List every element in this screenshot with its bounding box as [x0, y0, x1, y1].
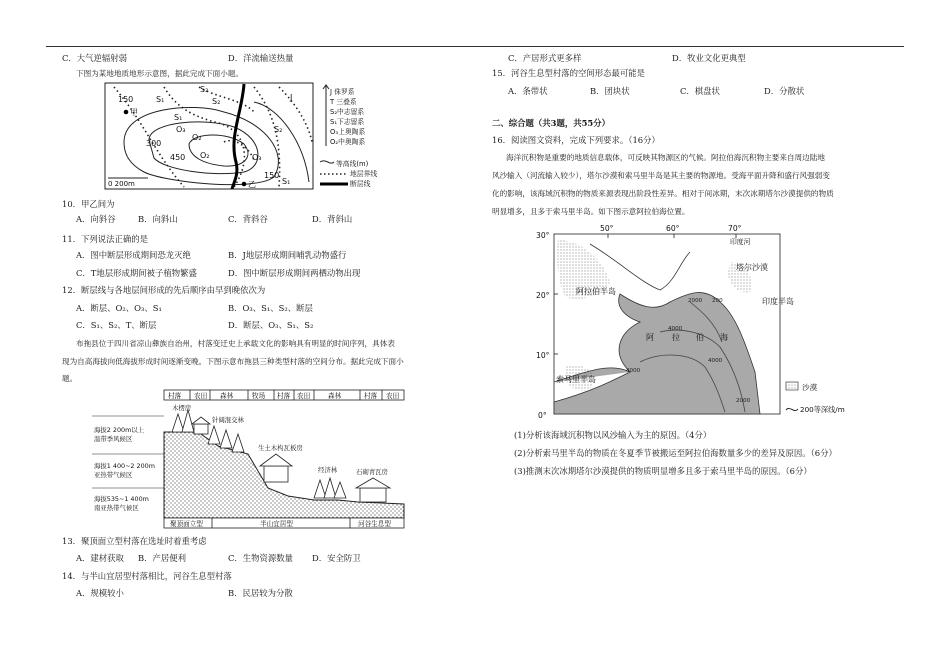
geo-intro: 下图为某地地质地形示意图，据此完成下面小题。: [76, 69, 244, 78]
map-scale: 0 200m: [108, 180, 135, 188]
map-label-s2-b: S₂: [274, 125, 283, 134]
q16-text-4: 明显增多，且多于索马里半岛。如下图示意阿拉伯海位置。: [492, 207, 690, 216]
q15-option-d: D．分散状: [764, 86, 805, 96]
lon-70: 70°: [728, 224, 742, 233]
village-intro-2: 现为自高海拔向低海拔形成时间逐渐变晚。下图示意布拖县三种类型村落的空间分布。据此完成下面小: [62, 357, 404, 366]
lat-0: 0°: [538, 411, 547, 420]
label-stone-house: 石砌青瓦房: [356, 468, 388, 476]
q15-option-c: C．棋盘状: [680, 86, 720, 96]
map-label-o2-b: O₂: [192, 133, 202, 142]
village-diagram: [88, 388, 410, 530]
q12-stem: 12．断层线与各地层间形成的先后顺序由早到晚依次为: [62, 285, 266, 295]
legend-strata-line: 地层界线: [350, 170, 378, 178]
map-label-J: J: [290, 93, 293, 102]
section-heading: 二、综合题（共3题，共55分）: [492, 118, 610, 128]
q13-option-b: B．产居便利: [138, 553, 187, 563]
q16-text-1: 海洋沉积物是重要的地质信息载体，可反映其物源区的气候。阿拉伯海沉积物主要来自周边陆地: [506, 153, 825, 162]
label-somali-peninsula: 索马里半岛: [556, 375, 596, 384]
map-label-s1-b: S₁: [282, 177, 291, 186]
q13-option-a: A．建材获取: [76, 553, 124, 563]
village-intro-3: 题。: [62, 374, 78, 383]
q13-option-c: C．生物资源数量: [228, 553, 294, 563]
q16-part-2: (2)分析索马里半岛的物质在冬夏季节被搬运至阿拉伯海数量多少的差异及原因。（6分）: [514, 448, 837, 458]
bar-village-1: 村落: [168, 392, 182, 400]
village-intro-1: 布拖县位于四川省凉山彝族自治州，村落变迁史上承载文化的影响具有明显的时间序列，具体表: [76, 339, 395, 348]
map-label-o3-b: O₃: [252, 153, 262, 162]
q10-option-a: A．向斜谷: [76, 214, 116, 224]
label-sea-bo: 伯: [696, 333, 704, 342]
map-label-s2-a: S₂: [200, 85, 209, 94]
map-label-o3-a: O₃: [176, 125, 186, 134]
geologic-map: [104, 82, 394, 192]
q11-option-a: A．图中断层形成期间恐龙灭绝: [76, 250, 191, 260]
lon-60: 60°: [666, 224, 680, 233]
depth-4000-c: 4000: [626, 368, 641, 374]
q15-stem: 15．河谷生息型村落的空间形态最可能是: [492, 68, 646, 78]
q9-option-d: D．洋流输送热量: [228, 53, 294, 63]
bar-village-2: 村落: [277, 392, 291, 400]
bar-pasture: 牧场: [252, 392, 266, 400]
q15-option-b: B．团块状: [590, 86, 630, 96]
map-label-o2-a: O₂: [200, 151, 210, 160]
lat-10: 10°: [536, 351, 550, 360]
q9-option-c: C．大气逆辐射弱: [62, 53, 128, 63]
legend-S2: S₂中志留系: [330, 108, 365, 116]
q16-part-1: (1)分析该海域沉积物以风沙输入为主的原因。（4分）: [514, 430, 712, 440]
bar-forest-1: 森林: [220, 392, 234, 400]
depth-2000-b: 2000: [736, 398, 751, 404]
zone-mid-2: 亚热带气候区: [94, 471, 133, 479]
zone-low-2: 南亚热带气候区: [94, 504, 139, 512]
label-indus-river: 印度河: [730, 238, 751, 246]
label-indian-peninsula: 印度半岛: [762, 297, 794, 306]
q16-stem: 16．阅读图文资料，完成下列要求。（16分）: [492, 135, 660, 145]
type-hilltop: 聚顶面立型: [170, 520, 203, 528]
legend-O3: O₃上奥陶系: [330, 128, 366, 136]
q12-option-c: C．S₁、S₂、T、断层: [76, 320, 157, 330]
map-label-s1-c: S₁: [174, 113, 183, 122]
q15-option-a: A．条带状: [508, 86, 548, 96]
q16-text-3: 化的影响，该海域沉积物的物质来源表现出阶段性差异。相对于间冰期，末次冰期塔尔沙漠提供的物质: [492, 189, 834, 198]
q16-text-2: 风沙输入（河流输入较少），塔尔沙漠和索马里半岛是其主要的物源地。受海平面升降和盛行风强弱变: [492, 171, 830, 180]
legend-O2: O₂中奥陶系: [330, 138, 366, 146]
q12-option-b: B．O₃、S₁、S₂、断层: [228, 303, 313, 313]
depth-4000-a: 4000: [668, 326, 683, 332]
q11-option-b: B．J地层形成期间哺乳动物盛行: [228, 250, 347, 260]
q10-stem: 10．甲乙间为: [62, 199, 115, 209]
q14-option-c: C．产居形式更多样: [508, 53, 582, 63]
q16-part-3: (3)推测末次冰期塔尔沙漠提供的物质明显增多且多于索马里半岛的原因。（6分）: [514, 466, 812, 476]
contour-150-b: 150: [264, 171, 280, 180]
bar-village-3: 村落: [364, 392, 378, 400]
zone-high-2: 温带季风候区: [94, 435, 133, 443]
q12-option-d: D．断层、O₃、S₁、S₂: [228, 320, 314, 330]
legend-fault: 断层线: [350, 180, 371, 188]
q13-stem: 13．聚顶面立型村落在选址时着重考虑: [62, 536, 207, 546]
legend-desert: 沙漠: [802, 383, 818, 392]
bar-farm-1: 农田: [194, 392, 208, 400]
q14-option-d: D．牧业文化更典型: [672, 53, 746, 63]
depth-200: 200: [712, 298, 723, 304]
lat-20: 20°: [536, 291, 550, 300]
q11-option-d: D．图中断层形成期间两栖动物出现: [228, 268, 361, 278]
depth-4000-b: 4000: [708, 358, 723, 364]
map-label-s1-a: S₁: [156, 95, 165, 104]
q11-option-c: C．T地层形成期间被子植物繁盛: [76, 268, 197, 278]
q10-option-b: B．向斜山: [138, 214, 178, 224]
zone-high-1: 海拔2 200m以上: [94, 426, 145, 434]
label-sea-a: 阿: [646, 333, 654, 342]
arabian-sea-map: [530, 222, 866, 422]
label-earth-house: 生土木构瓦板房: [258, 444, 303, 452]
bar-forest-2: 森林: [328, 392, 342, 400]
q14-option-a: A．规模较小: [76, 588, 124, 598]
q10-option-d: D．背斜山: [312, 214, 353, 224]
map-label-yi: 乙: [248, 180, 256, 189]
contour-450: 450: [170, 153, 186, 162]
header-rule: [46, 46, 904, 47]
contour-300: 300: [146, 139, 162, 148]
bar-farm-3: 农田: [386, 392, 400, 400]
label-thar-desert: 塔尔沙漠: [736, 263, 768, 272]
lat-30: 30°: [536, 231, 550, 240]
type-valley: 河谷生息型: [358, 520, 391, 528]
label-economic-forest: 经济林: [318, 466, 338, 474]
legend-contour: 等高线(m): [336, 160, 369, 168]
map-label-s2-c: S₂: [212, 97, 221, 106]
legend-T: T 三叠系: [330, 98, 357, 106]
label-sea-la: 拉: [672, 333, 680, 342]
zone-low-1: 海拔535~1 400m: [94, 495, 149, 503]
legend-S1: S₁下志留系: [330, 118, 365, 126]
q14-option-b: B．民居较为分散: [228, 588, 293, 598]
type-hillside: 半山宜居型: [260, 520, 293, 528]
depth-2000-a: 2000: [688, 298, 703, 304]
bar-farm-2: 农田: [297, 392, 311, 400]
q12-option-a: A．断层、O₂、O₃、S₁: [76, 303, 162, 313]
q10-option-c: C．背斜谷: [228, 214, 268, 224]
legend-depth: 200等深线/m: [800, 405, 845, 414]
lon-50: 50°: [600, 224, 614, 233]
q11-stem: 11．下列说法正确的是: [62, 234, 149, 244]
zone-mid-1: 海拔1 400~2 200m: [94, 462, 155, 470]
legend-J: J 侏罗系: [330, 88, 355, 96]
label-wood-house: 木楞房: [172, 404, 192, 412]
contour-150-a: 150: [118, 95, 134, 104]
q13-option-d: D．安全防卫: [312, 553, 361, 563]
map-label-jia: 甲: [130, 108, 138, 117]
q14-stem: 14．与半山宜居型村落相比，河谷生息型村落: [62, 571, 232, 581]
label-sea-hai: 海: [720, 333, 728, 342]
label-arabian-peninsula: 阿拉伯半岛: [576, 287, 616, 296]
label-mixed-forest: 针阔混交林: [212, 416, 244, 424]
